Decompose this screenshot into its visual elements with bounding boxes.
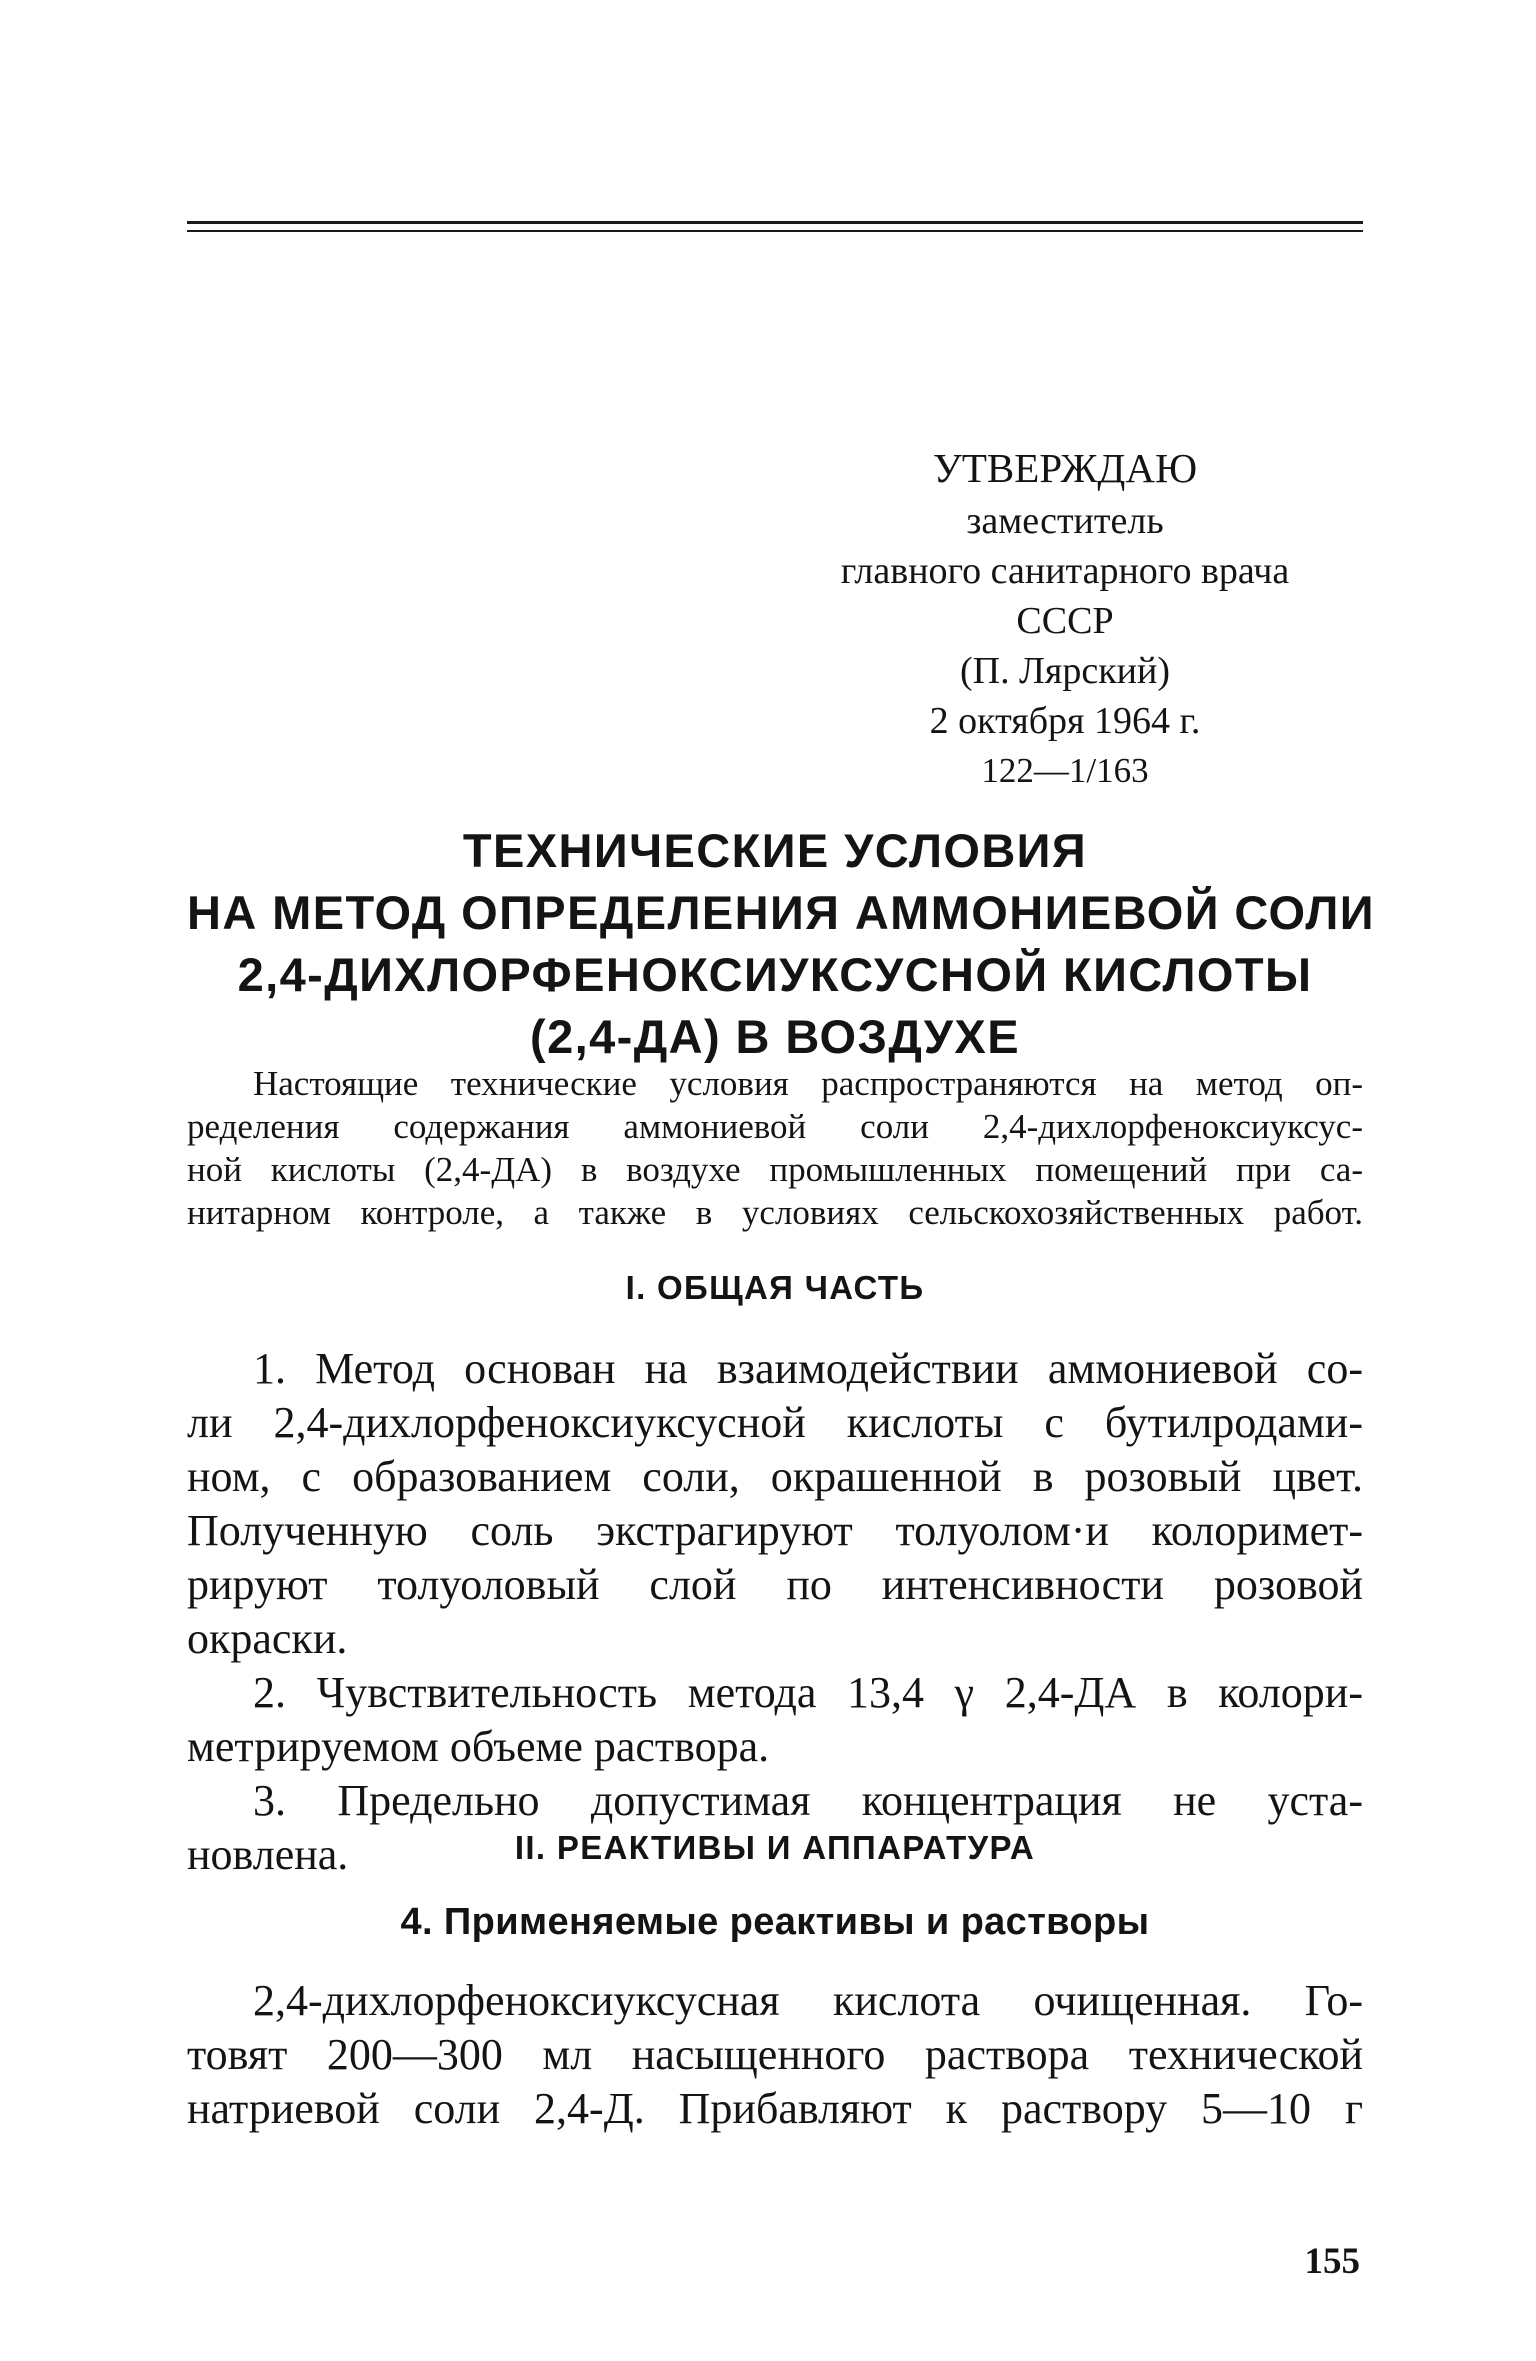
approval-block bbox=[770, 440, 1360, 796]
approval-number: 122—1/163 bbox=[981, 751, 1149, 790]
approval-country: СССР bbox=[1016, 600, 1114, 642]
body-line: 2. Чувствительность метода 13,4 γ 2,4-ДА в колори- bbox=[253, 1668, 1363, 1717]
top-rule-thin bbox=[187, 230, 1363, 232]
body-line: метрируемом объеме раствора. bbox=[187, 1722, 770, 1771]
title-line-3: 2,4-ДИХЛОРФЕНОКСИУКСУСНОЙ КИСЛОТЫ bbox=[237, 948, 1313, 1001]
body-line: ли 2,4-дихлорфеноксиуксусной кислоты с бутилродами- bbox=[187, 1398, 1363, 1447]
intro-line-4: нитарном контроле, а также в условиях сельскохозяйственных работ. bbox=[187, 1193, 1363, 1232]
body-line: 1. Метод основан на взаимодействии аммониевой со- bbox=[253, 1344, 1363, 1393]
approval-position-2: главного санитарного врача bbox=[840, 550, 1290, 592]
document-title bbox=[187, 820, 1375, 1068]
top-rule bbox=[187, 221, 1363, 224]
body-line: 2,4-дихлорфеноксиуксусная кислота очищенная. Го- bbox=[253, 1976, 1363, 2025]
page-number: 155 bbox=[1304, 2241, 1360, 2282]
body-line: Полученную соль экстрагируют толуолом·и колоримет- bbox=[187, 1506, 1363, 1555]
body-line: натриевой соли 2,4-Д. Прибавляют к раствору 5—10 г bbox=[187, 2084, 1363, 2133]
subsection-heading: 4. Применяемые реактивы и растворы bbox=[400, 1901, 1150, 1943]
approval-position: заместитель bbox=[966, 500, 1164, 542]
section-heading-general: I. ОБЩАЯ ЧАСТЬ bbox=[625, 1269, 925, 1306]
body-line: 3. Предельно допустимая концентрация не уста- bbox=[253, 1776, 1363, 1825]
body-line: новлена. bbox=[187, 1830, 349, 1879]
approval-signatory: (П. Лярский) bbox=[959, 650, 1170, 692]
body-line: товят 200—300 мл насыщенного раствора технической bbox=[187, 2030, 1363, 2079]
approval-date: 2 октября 1964 г. bbox=[929, 700, 1201, 742]
body-line: рируют толуоловый слой по интенсивности розовой bbox=[187, 1560, 1363, 1609]
section-heading-reagents: II. РЕАКТИВЫ И АППАРАТУРА bbox=[514, 1829, 1036, 1866]
intro-line-3: ной кислоты (2,4-ДА) в воздухе промышленных помещений при са- bbox=[187, 1150, 1363, 1189]
intro-paragraph bbox=[187, 1062, 1363, 1234]
section-general-body bbox=[187, 1342, 1363, 1882]
section-reagents-body bbox=[187, 1974, 1363, 2136]
title-line-4: (2,4-ДА) В ВОЗДУХЕ bbox=[530, 1010, 1020, 1063]
title-line-2: НА МЕТОД ОПРЕДЕЛЕНИЯ АММОНИЕВОЙ СОЛИ bbox=[187, 886, 1375, 939]
body-line: ном, с образованием соли, окрашенной в розовый цвет. bbox=[187, 1452, 1363, 1501]
title-line-1: ТЕХНИЧЕСКИЕ УСЛОВИЯ bbox=[462, 824, 1088, 877]
approval-heading: УТВЕРЖДАЮ bbox=[932, 445, 1198, 491]
intro-line-1: Настоящие технические условия распространяются на метод оп- bbox=[253, 1064, 1363, 1103]
intro-line-2: ределения содержания аммониевой соли 2,4-дихлорфеноксиуксус- bbox=[187, 1107, 1363, 1146]
body-line: окраски. bbox=[187, 1614, 348, 1663]
